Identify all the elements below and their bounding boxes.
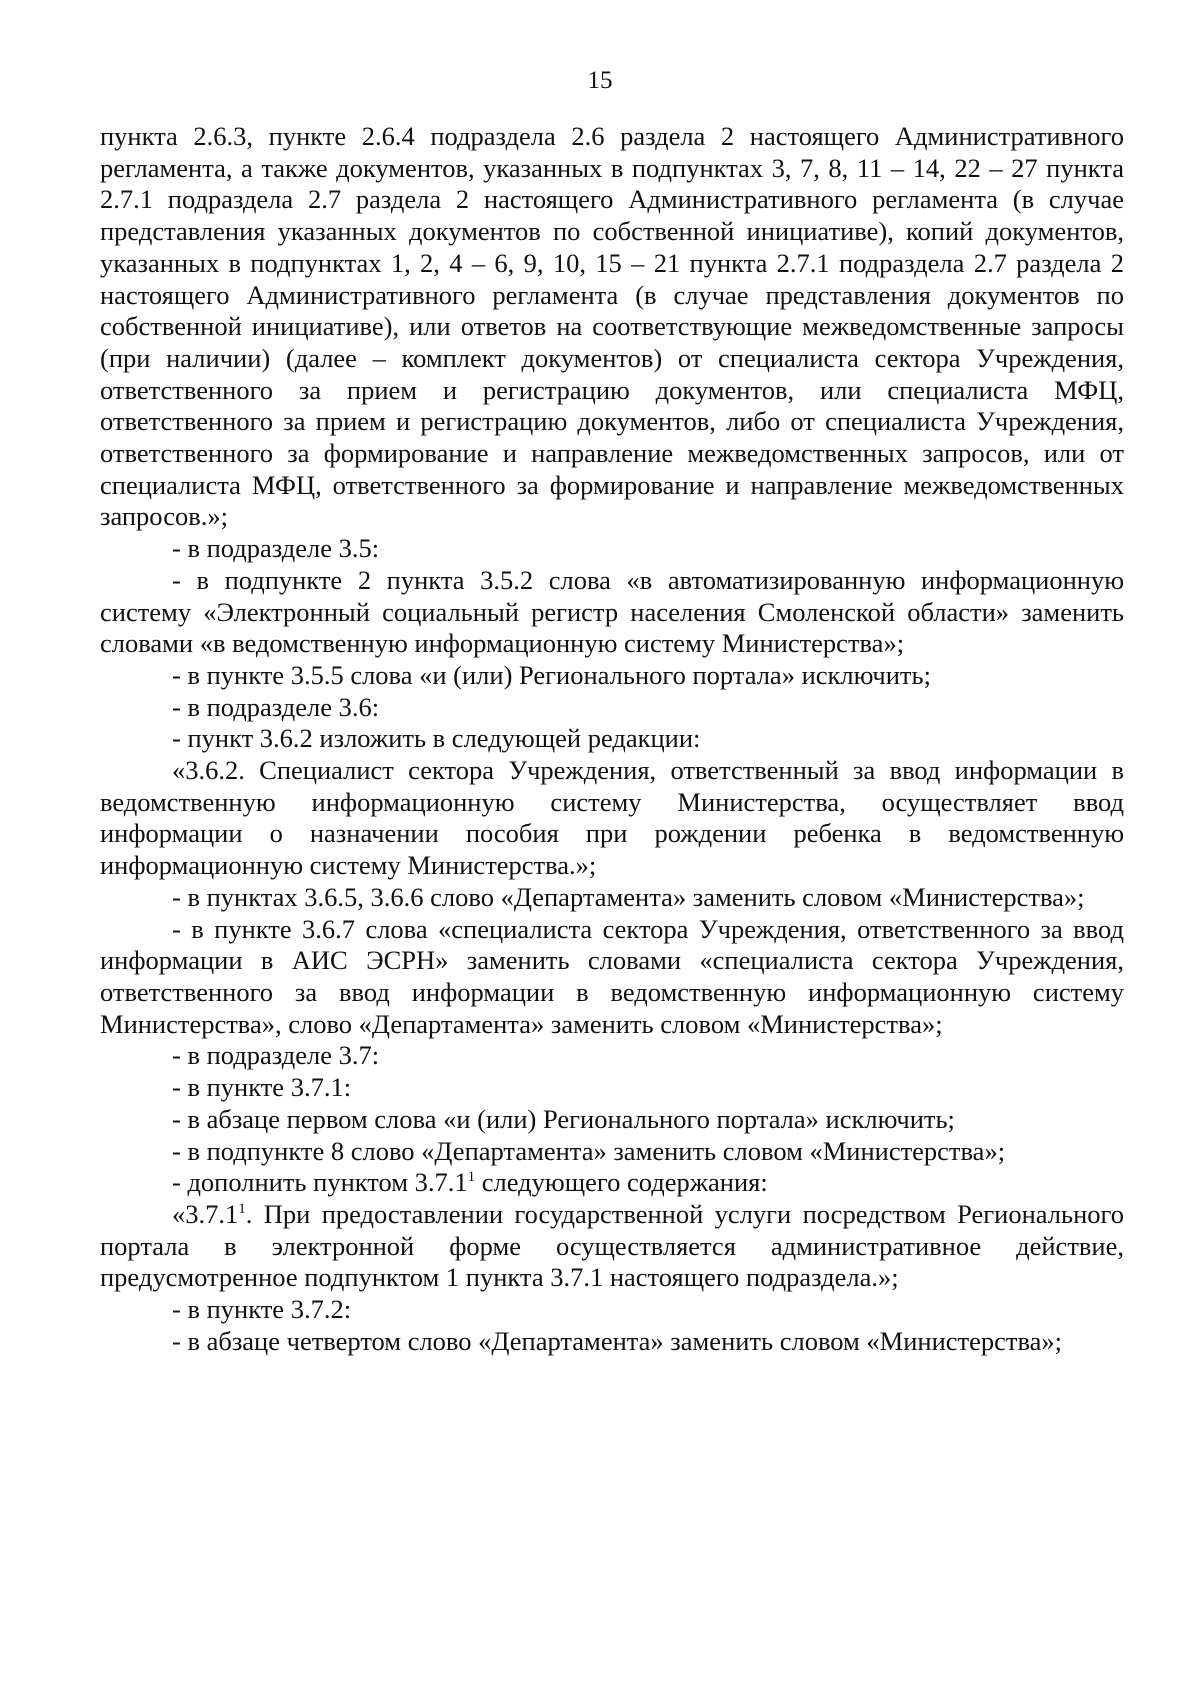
paragraph-subsection-3-5: - в подразделе 3.5: bbox=[172, 533, 380, 564]
paragraph-item-3-6-7: - в пункте 3.6.7 слова «специалиста сектора Учреждения, ответственного за ввод информации в АИС ЭСРН» заменить словами «специалиста сектора Учреждения, ответственного за ввод информации в ведомственную информационную систему Министерства», слово «Департамента» заменить словом «Министерства»; bbox=[100, 913, 1124, 1039]
paragraph-item-3-5-5: - в пункте 3.5.5 слова «и (или) Регионального портала» исключить; bbox=[172, 659, 931, 690]
page-number: 15 bbox=[587, 67, 613, 94]
supplement-superscript: 1 bbox=[467, 1169, 476, 1186]
paragraph-fourth-abzac: - в абзаце четвертом слово «Департамента» заменить словом «Министерства»; bbox=[172, 1325, 1063, 1356]
paragraph-items-3-6-5-3-6-6: - в пунктах 3.6.5, 3.6.6 слово «Департамента» заменить словом «Министерства»; bbox=[172, 881, 1085, 912]
paragraph-item-3-7-1: - в пункте 3.7.1: bbox=[172, 1072, 352, 1103]
paragraph-item-3-7-2: - в пункте 3.7.2: bbox=[172, 1294, 352, 1325]
new-item-text: . При предоставлении государственной услуги посредством Регионального портала в электронной форме осуществляется административное действие, предусмотренное подпунктом 1 пункта 3.7.1 настоящего подраздела.»; bbox=[100, 1198, 1124, 1293]
new-item-superscript: 1 bbox=[238, 1200, 246, 1217]
document-body bbox=[100, 121, 1124, 1357]
paragraph-quote-3-6-2: «3.6.2. Специалист сектора Учреждения, ответственный за ввод информации в ведомственную информационную систему Министерства, осуществляет ввод информации о назначении пособия при рождении ребенка в ведомственную информационную систему Министерства.»; bbox=[100, 755, 1124, 881]
supplement-suffix: следующего содержания: bbox=[475, 1167, 768, 1198]
paragraph-subsection-3-6: - в подразделе 3.6: bbox=[172, 691, 380, 722]
paragraph-subsection-3-7: - в подразделе 3.7: bbox=[172, 1040, 380, 1071]
paragraph-first-abzac: - в абзаце первом слова «и (или) Регионального портала» исключить; bbox=[172, 1103, 955, 1134]
paragraph-subitem-8: - в подпункте 8 слово «Департамента» заменить словом «Министерства»; bbox=[172, 1135, 1006, 1166]
paragraph-item-3-5-2: - в подпункте 2 пункта 3.5.2 слова «в автоматизированную информационную систему «Электронный социальный регистр населения Смоленской области» заменить словами «в ведомственную информационную систему Министерства»; bbox=[100, 564, 1124, 659]
supplement-prefix: - дополнить пунктом 3.7.1 bbox=[172, 1167, 468, 1198]
new-item-prefix: «3.7.1 bbox=[172, 1198, 239, 1229]
paragraph-new-item-3-7-1-1 bbox=[100, 1199, 1124, 1294]
paragraph-continuation: пункта 2.6.3, пункте 2.6.4 подраздела 2.6 раздела 2 настоящего Административного регламента, а также документов, указанных в подпунктах 3, 7, 8, 11 – 14, 22 – 27 пункта 2.7.1 подраздела 2.7 раздела 2 настоящего Административного регламента (в случае представления указанных документов по собственной инициативе), копий документов, указанных в подпунктах 1, 2, 4 – 6, 9, 10, 15 – 21 пункта 2.7.1 подраздела 2.7 раздела 2 настоящего Административного регламента (в случае представления документов по собственной инициативе), или ответов на соответствующие межведомственные запросы (при наличии) (далее – комплект документов) от специалиста сектора Учреждения, ответственного за прием и регистрацию документов, или специалиста МФЦ, ответственного за прием и регистрацию документов, либо от специалиста Учреждения, ответственного за формирование и направление межведомственных запросов, или от специалиста МФЦ, ответственного за формирование и направление межведомственных запросов.»; bbox=[100, 121, 1124, 532]
paragraph-item-3-6-2: - пункт 3.6.2 изложить в следующей редакции: bbox=[172, 723, 701, 754]
paragraph-supplement bbox=[100, 1167, 1124, 1199]
